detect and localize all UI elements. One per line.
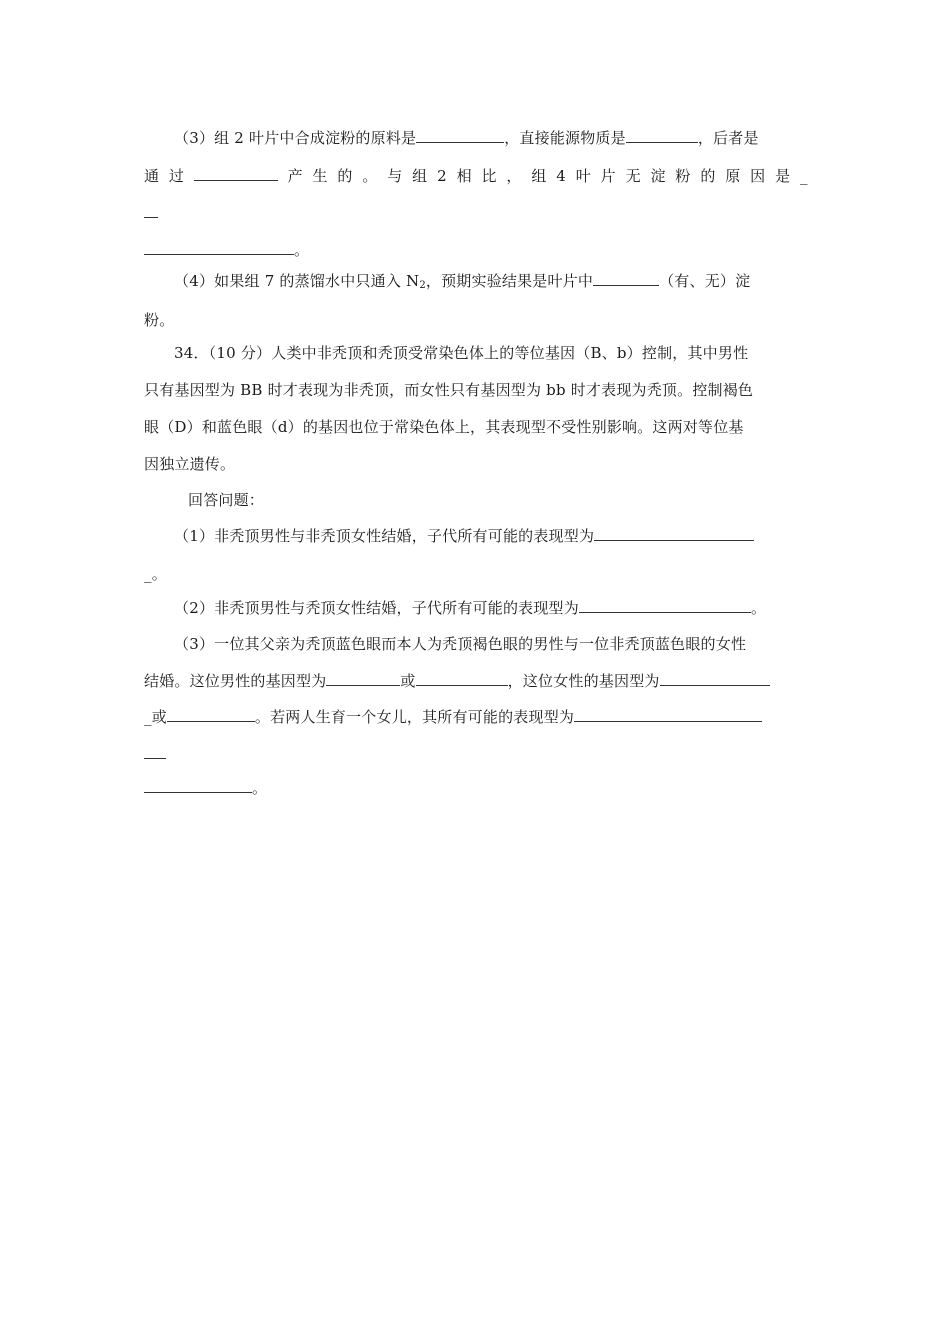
spread-char: 组 bbox=[412, 167, 428, 185]
spread-char: 淀 bbox=[650, 167, 666, 185]
spread-char: 产 bbox=[287, 167, 303, 185]
q34-part3-line1 bbox=[174, 634, 808, 654]
q34-part1-end: _。 bbox=[144, 565, 167, 583]
q33-part4-line2 bbox=[144, 310, 808, 330]
q33-part4-text-b: ，预期实验结果是叶片中 bbox=[425, 272, 594, 290]
spread-char: 通 bbox=[144, 167, 160, 185]
answer-blank[interactable] bbox=[416, 671, 508, 686]
q33-part4-text-d: 粉。 bbox=[144, 311, 175, 329]
q34-part3-text-3b: 。若两人生育一个女儿，其所有可能的表现型为 bbox=[254, 708, 575, 726]
q33-part4-text-a: （4）如果组 7 的蒸馏水中只通入 N bbox=[174, 272, 420, 290]
q34-part2-text: （2）非秃顶男性与秃顶女性结婚，子代所有可能的表现型为 bbox=[174, 599, 579, 617]
q33-part3-text-b: ，直接能源物质是 bbox=[504, 129, 626, 147]
answer-blank[interactable] bbox=[167, 707, 255, 722]
q33-part3-line2 bbox=[144, 166, 808, 186]
answer-blank[interactable] bbox=[579, 598, 751, 613]
spread-char: 生 bbox=[312, 167, 328, 185]
q34-part3-line2 bbox=[144, 671, 808, 691]
period: 。 bbox=[294, 241, 310, 259]
answer-prompt bbox=[188, 490, 852, 510]
q34-part3-text-3a: _或 bbox=[144, 708, 167, 726]
q34-part3-text-1: （3）一位其父亲为秃顶蓝色眼而本人为秃顶褐色眼的男性与一位非秃顶蓝色眼的女性 bbox=[174, 635, 747, 653]
answer-blank[interactable] bbox=[144, 778, 252, 793]
spread-char: 。 bbox=[362, 167, 378, 185]
q34-stem-line2 bbox=[144, 380, 808, 400]
spread-char: _ bbox=[800, 167, 808, 185]
answer-blank[interactable] bbox=[194, 166, 278, 181]
q34-part3-line5 bbox=[144, 778, 808, 798]
q34-stem-text-4: 因独立遗传。 bbox=[144, 455, 236, 473]
answer-blank[interactable] bbox=[144, 240, 294, 255]
q33-part3-text-c: ，后者是 bbox=[697, 129, 759, 147]
spread-char: 叶 bbox=[575, 167, 591, 185]
answer-prompt-text: 回答问题： bbox=[188, 491, 265, 509]
spread-char: 的 bbox=[700, 167, 716, 185]
spread-char: 的 bbox=[337, 167, 353, 185]
q34-part1-line2 bbox=[144, 564, 808, 584]
q34-stem-text-3: 眼（D）和蓝色眼（d）的基因也位于常染色体上，其表现型不受性别影响。这两对等位基 bbox=[144, 418, 744, 436]
q34-stem-line4 bbox=[144, 454, 808, 474]
answer-blank[interactable] bbox=[660, 671, 770, 686]
subscript-2: 2 bbox=[419, 280, 426, 291]
q33-part3-line1 bbox=[174, 128, 808, 148]
spread-char: 因 bbox=[750, 167, 766, 185]
spread-char: 片 bbox=[600, 167, 616, 185]
answer-blank[interactable] bbox=[326, 671, 400, 686]
answer-blank[interactable] bbox=[416, 128, 504, 143]
answer-blank[interactable] bbox=[593, 271, 659, 286]
spread-char: 比 bbox=[481, 167, 497, 185]
spread-char: 是 bbox=[775, 167, 791, 185]
answer-blank[interactable] bbox=[144, 744, 166, 759]
spread-char: 无 bbox=[625, 167, 641, 185]
answer-blank[interactable] bbox=[594, 526, 754, 541]
q34-stem-text-1: 34．（10 分）人类中非秃顶和秃顶受常染色体上的等位基因（B、b）控制，其中男性 bbox=[174, 344, 749, 362]
q34-part2-line1 bbox=[174, 598, 808, 618]
spread-char: 2 bbox=[437, 167, 447, 185]
q34-part1-line1 bbox=[174, 526, 808, 546]
answer-blank[interactable] bbox=[626, 128, 698, 143]
q34-part3-text-2a: 结婚。这位男性的基因型为 bbox=[144, 672, 327, 690]
spread-char: 相 bbox=[456, 167, 472, 185]
q34-stem-line1 bbox=[174, 343, 808, 363]
period: 。 bbox=[750, 599, 767, 617]
spread-char: 原 bbox=[725, 167, 741, 185]
period: 。 bbox=[252, 779, 268, 797]
q34-stem-line3 bbox=[144, 417, 808, 437]
q34-part1-text: （1）非秃顶男性与非秃顶女性结婚，子代所有可能的表现型为 bbox=[174, 527, 595, 545]
or-text: 或 bbox=[400, 672, 416, 690]
spread-char: ， bbox=[506, 167, 522, 185]
spread-char: 4 bbox=[556, 167, 566, 185]
q34-part3-line4 bbox=[144, 744, 808, 764]
q34-part3-text-2b: ，这位女性的基因型为 bbox=[507, 672, 660, 690]
q33-part4-text-c: （有、无）淀 bbox=[659, 272, 751, 290]
answer-blank[interactable] bbox=[144, 203, 158, 218]
q33-part3-line3 bbox=[144, 203, 808, 223]
q34-stem-text-2: 只有基因型为 BB 时才表现为非秃顶，而女性只有基因型为 bb 时才表现为秃顶。控制褐色 bbox=[144, 381, 754, 399]
q34-part3-line3 bbox=[144, 707, 808, 727]
q33-part3-line4 bbox=[144, 240, 808, 260]
q33-part4-line1 bbox=[174, 271, 808, 296]
q33-part3-text-a: （3）组 2 叶片中合成淀粉的原料是 bbox=[174, 129, 417, 147]
spread-char: 粉 bbox=[675, 167, 691, 185]
spread-char: 组 bbox=[531, 167, 547, 185]
spread-char: 与 bbox=[387, 167, 403, 185]
spread-char: 过 bbox=[168, 167, 185, 185]
answer-blank[interactable] bbox=[574, 707, 762, 722]
